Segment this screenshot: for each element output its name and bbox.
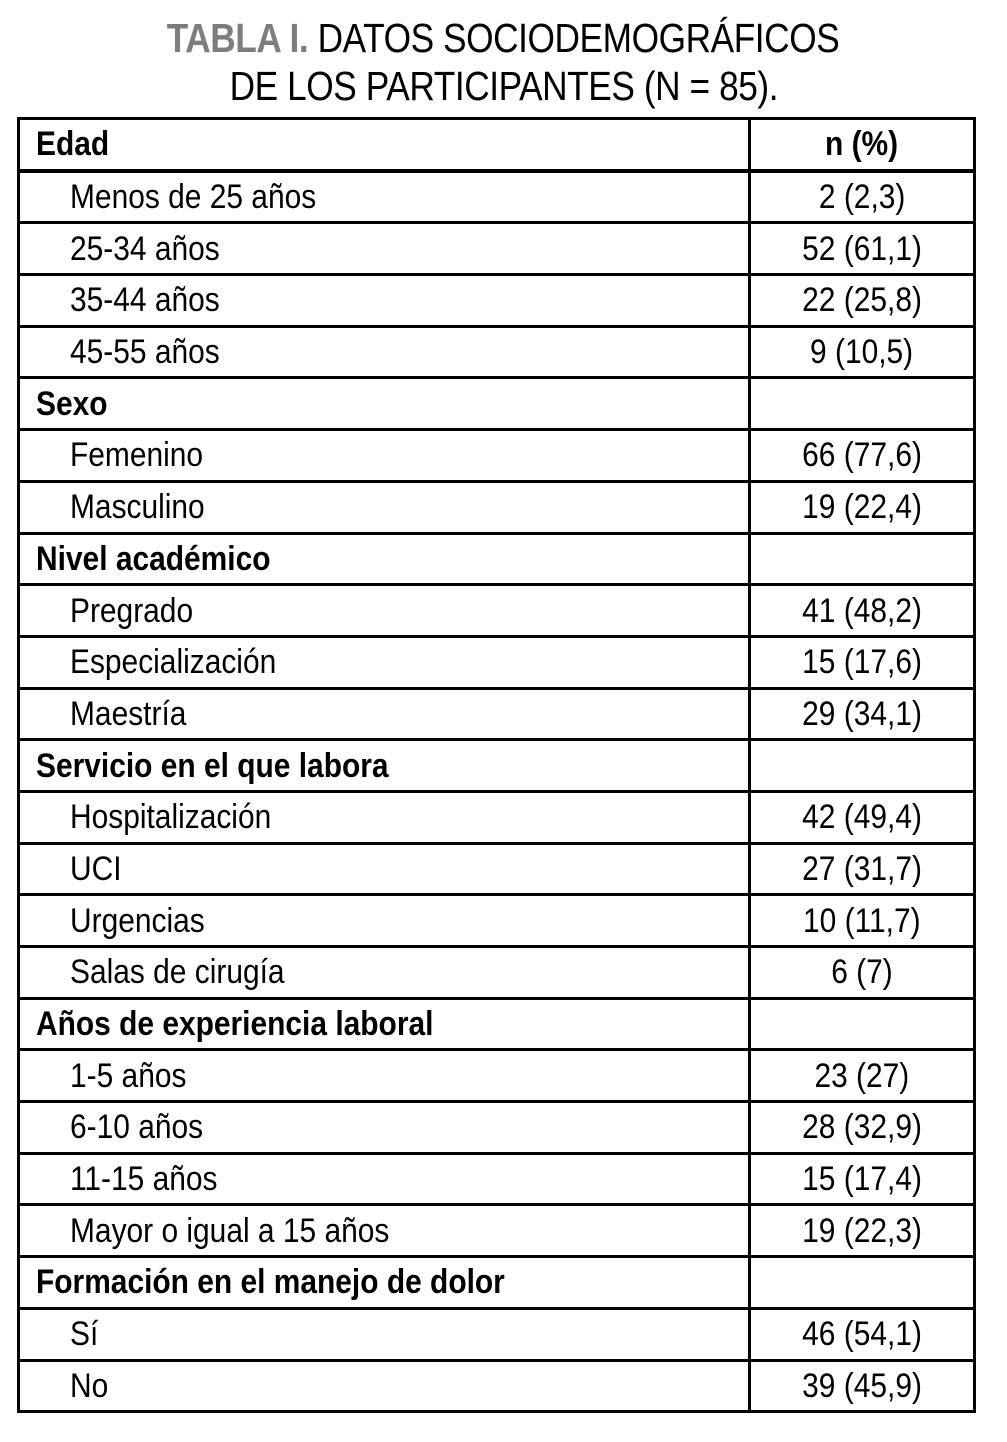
row-value: 66 (77,6) bbox=[748, 431, 973, 480]
row-value: 9 (10,5) bbox=[748, 328, 973, 377]
row-label: 25-34 años bbox=[70, 229, 220, 268]
section-label: Años de experiencia laboral bbox=[36, 1005, 434, 1044]
row-value: 19 (22,3) bbox=[748, 1206, 973, 1255]
table-title-line2: DE LOS PARTICIPANTES (N = 85). bbox=[229, 63, 778, 109]
section-label: Formación en el manejo de dolor bbox=[36, 1263, 505, 1302]
row-label: Pregrado bbox=[70, 591, 194, 630]
row-value: 52 (61,1) bbox=[748, 224, 973, 273]
row-label: Maestría bbox=[70, 694, 187, 733]
row-label: Hospitalización bbox=[70, 798, 272, 837]
row-value: 2 (2,3) bbox=[748, 173, 973, 222]
table-section-row bbox=[20, 535, 973, 587]
row-value bbox=[748, 1258, 973, 1307]
table-row bbox=[20, 1103, 973, 1155]
row-value: 29 (34,1) bbox=[748, 690, 973, 739]
row-label: Urgencias bbox=[70, 901, 205, 940]
row-value: 10 (11,7) bbox=[748, 896, 973, 945]
row-value: 42 (49,4) bbox=[748, 793, 973, 842]
row-label: 11-15 años bbox=[70, 1160, 218, 1199]
row-label: Masculino bbox=[70, 488, 205, 527]
column-header-category: Edad bbox=[36, 125, 110, 164]
table-title bbox=[0, 14, 1007, 110]
row-value bbox=[748, 741, 973, 790]
row-value bbox=[748, 1000, 973, 1049]
row-label: 6-10 años bbox=[70, 1108, 204, 1147]
row-label: 45-55 años bbox=[70, 333, 220, 372]
table-row bbox=[20, 1310, 973, 1362]
table-row bbox=[20, 483, 973, 535]
row-label: UCI bbox=[70, 849, 122, 888]
table-row bbox=[20, 173, 973, 225]
row-value: 15 (17,4) bbox=[748, 1155, 973, 1204]
table-row bbox=[20, 276, 973, 328]
table-row bbox=[20, 224, 973, 276]
table-title-number: TABLA I. bbox=[167, 15, 309, 61]
row-value: 19 (22,4) bbox=[748, 483, 973, 532]
table-row bbox=[20, 845, 973, 897]
row-label: 35-44 años bbox=[70, 281, 220, 320]
row-value: 39 (45,9) bbox=[748, 1362, 973, 1411]
table-row bbox=[20, 328, 973, 380]
table-row bbox=[20, 948, 973, 1000]
row-value: 41 (48,2) bbox=[748, 586, 973, 635]
row-value bbox=[748, 535, 973, 584]
table-row bbox=[20, 1362, 973, 1411]
row-value: 15 (17,6) bbox=[748, 638, 973, 687]
table-section-row bbox=[20, 1000, 973, 1052]
sociodemographic-table bbox=[17, 117, 976, 1413]
row-label: Mayor o igual a 15 años bbox=[70, 1211, 390, 1250]
table-header-row bbox=[20, 120, 973, 173]
row-value: 46 (54,1) bbox=[748, 1310, 973, 1359]
table-row bbox=[20, 690, 973, 742]
row-label: Menos de 25 años bbox=[70, 178, 317, 217]
row-value: 23 (27) bbox=[748, 1051, 973, 1100]
row-label: No bbox=[70, 1366, 109, 1405]
table-section-row bbox=[20, 379, 973, 431]
table-row bbox=[20, 431, 973, 483]
table-row bbox=[20, 896, 973, 948]
row-label: 1-5 años bbox=[70, 1056, 187, 1095]
table-row bbox=[20, 638, 973, 690]
row-label: Sí bbox=[70, 1315, 99, 1354]
table-title-text: DATOS SOCIODEMOGRÁFICOS bbox=[308, 15, 840, 61]
table-row bbox=[20, 1206, 973, 1258]
table-row bbox=[20, 1155, 973, 1207]
section-label: Sexo bbox=[36, 384, 108, 423]
section-label: Nivel académico bbox=[36, 539, 271, 578]
table-row bbox=[20, 793, 973, 845]
section-label: Servicio en el que labora bbox=[36, 746, 389, 785]
row-value: 22 (25,8) bbox=[748, 276, 973, 325]
row-value: 28 (32,9) bbox=[748, 1103, 973, 1152]
row-label: Femenino bbox=[70, 436, 204, 475]
row-value: 6 (7) bbox=[748, 948, 973, 997]
table-section-row bbox=[20, 1258, 973, 1310]
table-section-row bbox=[20, 741, 973, 793]
table-title-line1 bbox=[0, 14, 1007, 62]
table-row bbox=[20, 586, 973, 638]
row-value bbox=[748, 379, 973, 428]
row-label: Especialización bbox=[70, 643, 277, 682]
column-header-value: n (%) bbox=[748, 120, 973, 169]
table-row bbox=[20, 1051, 973, 1103]
row-value: 27 (31,7) bbox=[748, 845, 973, 894]
row-label: Salas de cirugía bbox=[70, 953, 285, 992]
